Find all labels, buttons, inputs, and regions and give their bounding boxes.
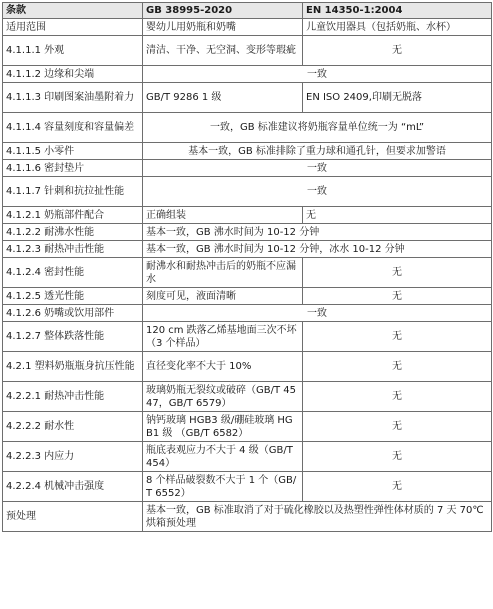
- row-item: 4.1.1.3 印刷图案油墨附着力: [3, 83, 143, 113]
- table-row: [3, 207, 492, 224]
- row-gb: 直径变化率不大于 10%: [143, 352, 303, 382]
- row-gb: 瓶底表观应力不大于 4 级（GB/T 454）: [143, 442, 303, 472]
- row-item: 4.2.2.4 机械冲击强度: [3, 472, 143, 502]
- comparison-table: [2, 2, 492, 532]
- row-item: 4.1.1.7 针刺和抗拉扯性能: [3, 177, 143, 207]
- row-en: 无: [303, 352, 492, 382]
- table-row: [3, 143, 492, 160]
- row-item: 4.2.2.1 耐热冲击性能: [3, 382, 143, 412]
- table-row: [3, 352, 492, 382]
- row-item: 4.1.2.6 奶嘴或饮用部件: [3, 305, 143, 322]
- table-row: [3, 66, 492, 83]
- row-item: 适用范围: [3, 19, 143, 36]
- row-gb: 婴幼儿用奶瓶和奶嘴: [143, 19, 303, 36]
- row-en: 无: [303, 207, 492, 224]
- header-en: EN 14350-1:2004: [303, 3, 492, 19]
- row-gb: 120 cm 跌落乙烯基地面三次不坏（3 个样品）: [143, 322, 303, 352]
- table-row: [3, 160, 492, 177]
- table-row: [3, 177, 492, 207]
- header-gb: GB 38995-2020: [143, 3, 303, 19]
- table-row: [3, 322, 492, 352]
- header-item: 条款: [3, 3, 143, 19]
- row-gb: 8 个样品破裂数不大于 1 个（GB/T 6552）: [143, 472, 303, 502]
- table-row: [3, 113, 492, 143]
- row-gb: 刻度可见，液面清晰: [143, 288, 303, 305]
- header-row: [3, 3, 492, 19]
- row-item: 4.1.2.5 透光性能: [3, 288, 143, 305]
- row-merged: 基本一致，GB 沸水时间为 10-12 分钟: [143, 224, 492, 241]
- row-item: 4.2.2.3 内应力: [3, 442, 143, 472]
- row-item: 4.1.2.3 耐热冲击性能: [3, 241, 143, 258]
- row-merged: 一致: [143, 305, 492, 322]
- row-item: 4.1.1.6 密封垫片: [3, 160, 143, 177]
- row-en: 无: [303, 258, 492, 288]
- table-row: [3, 502, 492, 532]
- table-row: [3, 241, 492, 258]
- row-merged: 一致: [143, 66, 492, 83]
- row-en: 无: [303, 382, 492, 412]
- row-gb: 清洁、干净、无空洞、变形等瑕疵: [143, 36, 303, 66]
- row-merged: 基本一致，GB 标准排除了重力球和通孔针，但要求加警语: [143, 143, 492, 160]
- table-row: [3, 258, 492, 288]
- table-row: [3, 442, 492, 472]
- row-gb: 钠钙玻璃 HGB3 级/硼硅玻璃 HGB1 级 （GB/T 6582）: [143, 412, 303, 442]
- table-row: [3, 36, 492, 66]
- row-gb: 耐沸水和耐热冲击后的奶瓶不应漏水: [143, 258, 303, 288]
- row-en: 儿童饮用器具（包括奶瓶、水杯）: [303, 19, 492, 36]
- row-gb: GB/T 9286 1 级: [143, 83, 303, 113]
- row-item: 4.1.2.1 奶瓶部件配合: [3, 207, 143, 224]
- row-gb: 正确组装: [143, 207, 303, 224]
- row-en: 无: [303, 412, 492, 442]
- row-item: 4.1.2.7 整体跌落性能: [3, 322, 143, 352]
- row-item: 4.2.2.2 耐水性: [3, 412, 143, 442]
- table-row: [3, 83, 492, 113]
- row-en: 无: [303, 442, 492, 472]
- row-item: 4.1.1.4 容量刻度和容量偏差: [3, 113, 143, 143]
- row-item: 4.1.1.2 边缘和尖端: [3, 66, 143, 83]
- row-item: 4.2.1 塑料奶瓶瓶身抗压性能: [3, 352, 143, 382]
- row-item: 4.1.2.4 密封性能: [3, 258, 143, 288]
- row-en: 无: [303, 288, 492, 305]
- row-gb: 玻璃奶瓶无裂纹或破碎（GB/T 4547，GB/T 6579）: [143, 382, 303, 412]
- row-merged: 一致，GB 标准建议将奶瓶容量单位统一为 “mL”: [143, 113, 492, 143]
- row-merged: 一致: [143, 177, 492, 207]
- table-row: [3, 412, 492, 442]
- row-merged: 基本一致，GB 标准取消了对于硫化橡胶以及热塑性弹性体材质的 7 天 70℃烘箱预处理: [143, 502, 492, 532]
- table-row: [3, 305, 492, 322]
- table-row: [3, 382, 492, 412]
- table-row: [3, 472, 492, 502]
- row-item: 4.1.1.1 外观: [3, 36, 143, 66]
- row-merged: 一致: [143, 160, 492, 177]
- row-merged: 基本一致，GB 沸水时间为 10-12 分钟，冰水 10-12 分钟: [143, 241, 492, 258]
- table-row: [3, 224, 492, 241]
- row-en: EN ISO 2409,印刷无脱落: [303, 83, 492, 113]
- table-body: [3, 19, 492, 532]
- row-en: 无: [303, 36, 492, 66]
- row-en: 无: [303, 472, 492, 502]
- row-item: 4.1.2.2 耐沸水性能: [3, 224, 143, 241]
- row-item: 4.1.1.5 小零件: [3, 143, 143, 160]
- table-header: [3, 3, 492, 19]
- row-en: 无: [303, 322, 492, 352]
- row-item: 预处理: [3, 502, 143, 532]
- table-row: [3, 19, 492, 36]
- table-row: [3, 288, 492, 305]
